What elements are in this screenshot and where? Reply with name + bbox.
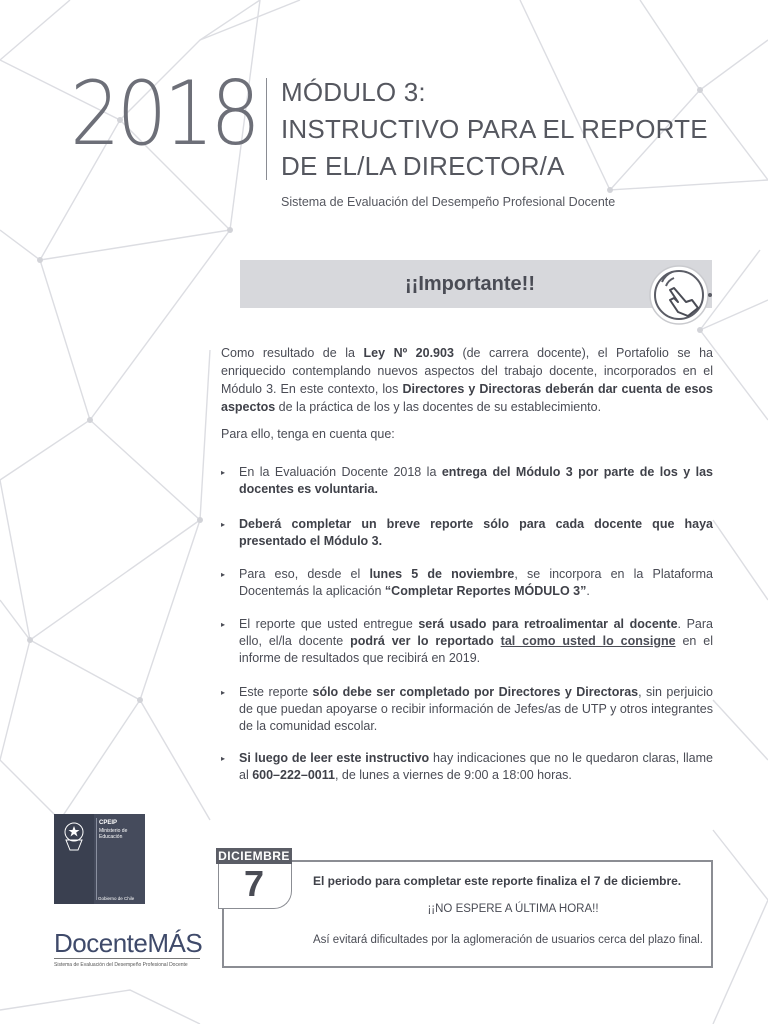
ministerio-label: Ministerio de Educación <box>99 828 128 840</box>
important-label: ¡¡Importante!! <box>405 272 535 295</box>
list-item: ▸ Si luego de leer este instructivo hay indicaciones que no le quedaron claras, llame al 600–222–0011, de lunes a viernes de 9:00 a 18:00 horas. <box>221 751 713 782</box>
list-item: ▸ Deberá completar un breve reporte sólo para cada docente que haya presentado el Módulo 3. <box>221 517 713 548</box>
document-title <box>281 74 731 185</box>
list-item: ▸ El reporte que usted entregue será usado para retroalimentar al docente. Para ello, el/la docente podrá ver lo reportado tal como usted lo consigne en el informe de resultados que recibirá en 2019. <box>221 617 713 665</box>
chile-coat-of-arms-icon <box>54 814 94 904</box>
bullet-marker-icon: ▸ <box>221 520 226 529</box>
bullet-marker-icon: ▸ <box>221 688 226 697</box>
docentemas-divider <box>54 958 200 959</box>
cpeip-logo <box>54 814 145 904</box>
important-banner <box>240 260 712 308</box>
touch-hand-icon <box>648 262 714 328</box>
year-heading: 2018 <box>70 62 258 165</box>
list-item: ▸ En la Evaluación Docente 2018 la entrega del Módulo 3 por parte de los y las docentes es voluntaria. <box>221 465 714 496</box>
intro-paragraph: Como resultado de la Ley Nº 20.903 (de carrera docente), el Portafolio se ha enriquecido contemplando nuevos aspectos del trabajo docente, incorporados en el Módulo 3. En este contexto, los Directores y Directoras deberán dar cuenta de esos aspectos de la práctica de los y las docentes de su establecimiento. <box>221 346 714 414</box>
deadline-warning: ¡¡NO ESPERE A ÚLTIMA HORA!! <box>427 903 599 915</box>
docentemas-logo: DocenteMÁS <box>54 928 203 958</box>
calendar-day: 7 <box>243 863 265 904</box>
gobierno-label: Gobierno de Chile <box>98 896 135 901</box>
deadline-advice: Así evitará dificultades por la aglomeración de usuarios cerca del plazo final. <box>313 934 703 946</box>
bullet-marker-icon: ▸ <box>221 620 226 629</box>
bullet-marker-icon: ▸ <box>221 468 226 477</box>
logo-divider <box>96 818 97 900</box>
list-item: ▸ Para eso, desde el lunes 5 de noviembre, se incorpora en la Plataforma Docentemás la aplicación “Completar Reportes MÓDULO 3”. <box>221 567 713 598</box>
document-subtitle: Sistema de Evaluación del Desempeño Profesional Docente <box>281 195 616 209</box>
title-line-2: INSTRUCTIVO PARA EL REPORTE <box>281 114 708 144</box>
cpeip-label: CPEIP <box>99 820 118 826</box>
docentemas-subtitle: Sistema de Evaluación del Desempeño Profesional Docente <box>54 962 188 968</box>
title-line-3: DE EL/LA DIRECTOR/A <box>281 151 565 181</box>
list-item: ▸ Este reporte sólo debe ser completado por Directores y Directoras, sin perjuicio de que puedan apoyarse o recibir información de Jefes/as de UTP y otros integrantes de la comunidad escolar. <box>221 685 713 733</box>
bullet-marker-icon: ▸ <box>221 754 226 763</box>
intro-lead: Para ello, tenga en cuenta que: <box>221 427 395 441</box>
calendar-month: DICIEMBRE <box>216 848 292 864</box>
title-line-1: MÓDULO 3: <box>281 77 426 107</box>
bullet-marker-icon: ▸ <box>221 570 226 579</box>
deadline-text: El periodo para completar este reporte finaliza el 7 de diciembre. <box>313 874 682 888</box>
header-divider <box>266 78 267 180</box>
